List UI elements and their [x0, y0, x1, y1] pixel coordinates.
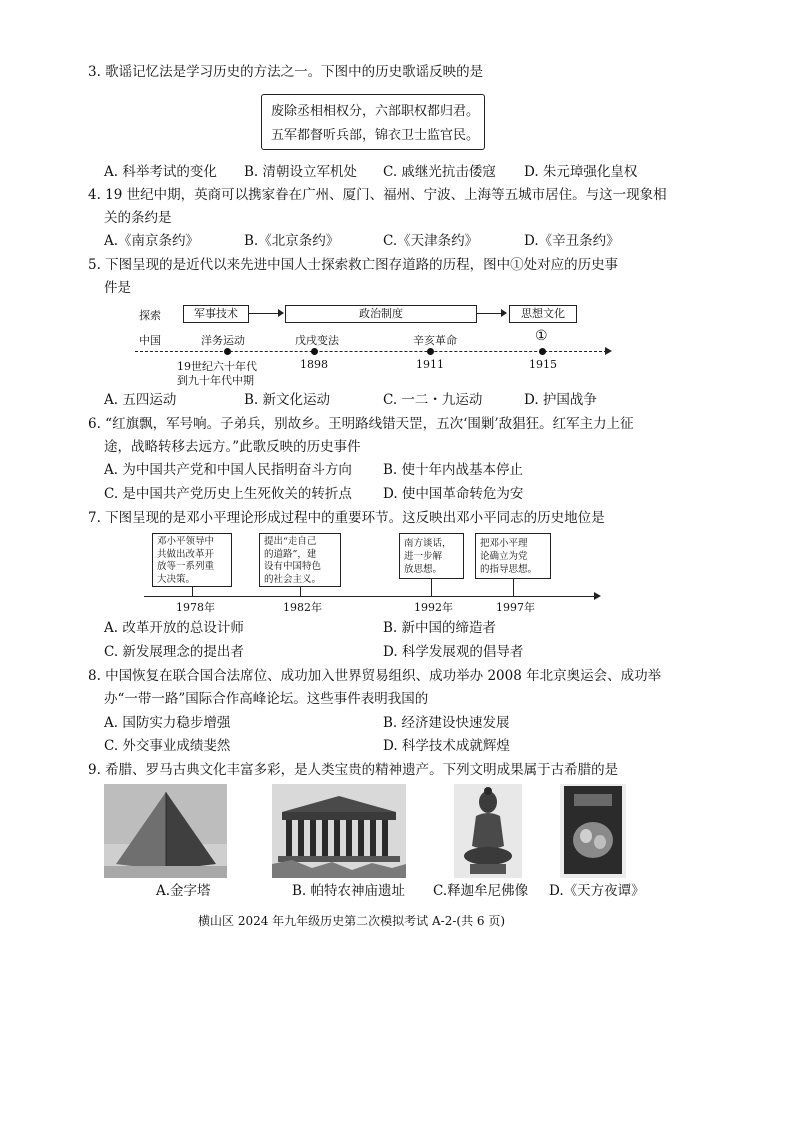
q9-caption-a[interactable]: A.金字塔 [156, 883, 211, 899]
buddha-statue-image[interactable] [454, 784, 522, 878]
q4-option-d[interactable]: D.《辛丑条约》 [524, 233, 620, 249]
q3-poem-box [261, 94, 485, 150]
q5-event-4: ① [535, 328, 548, 344]
q7-year-1982: 1982年 [283, 601, 322, 614]
q9-caption-d[interactable]: D.《天方夜谭》 [549, 883, 645, 899]
q7-box-1-line: 大决策。 [157, 573, 196, 585]
q8-option-b[interactable]: B. 经济建设快速发展 [383, 715, 510, 731]
q7-connector-3 [431, 579, 432, 596]
q5-option-a[interactable]: A. 五四运动 [104, 392, 177, 408]
q5-label-china: 中国 [139, 334, 161, 347]
q7-option-d[interactable]: D. 科学发展观的倡导者 [383, 644, 524, 660]
q4-option-b[interactable]: B.《北京条约》 [244, 233, 340, 249]
q5-stem-line-2: 件是 [104, 280, 131, 296]
q7-year-1978: 1978年 [176, 601, 215, 614]
q5-arrow-2 [476, 313, 504, 314]
q7-box-2-line: 的社会主义。 [264, 573, 322, 585]
q6-option-d[interactable]: D. 使中国革命转危为安 [383, 486, 524, 502]
q7-box-1978 [152, 533, 232, 587]
q5-arrowhead-1 [278, 309, 284, 317]
q8-option-c[interactable]: C. 外交事业成绩斐然 [104, 738, 231, 754]
q7-box-2-line: 设有中国特色 [264, 561, 322, 572]
q7-box-3-line: 南方谈话， [404, 538, 452, 549]
q7-box-1-line: 邓小平领导中 [157, 536, 215, 547]
q5-label-explore: 探索 [139, 309, 161, 322]
q8-stem-line-2: 办“一带一路”国际合作高峰论坛。这些事件表明我国的 [104, 691, 429, 707]
q7-box-4-line: 把邓小平理 [480, 538, 528, 549]
q3-stem: 3. 歌谣记忆法是学习历史的方法之一。下图中的历史歌谣反映的是 [88, 64, 484, 80]
q7-timeline [144, 596, 596, 597]
q5-dot-3 [427, 348, 434, 355]
pyramid-image[interactable] [104, 784, 227, 878]
q5-timeline-arrowhead [605, 347, 612, 355]
q7-year-1992: 1992年 [414, 601, 453, 614]
q7-timeline-arrowhead [594, 592, 601, 600]
q7-box-2-line: 的道路”，建 [264, 548, 317, 560]
q9-stem: 9. 希腊、罗马古典文化丰富多彩，是人类宝贵的精神遗产。下列文明成果属于古希腊的是 [88, 762, 619, 778]
q9-caption-c[interactable]: C.释迦牟尼佛像 [433, 883, 529, 899]
q7-box-1982 [259, 533, 341, 587]
q3-option-d[interactable]: D. 朱元璋强化皇权 [524, 164, 638, 180]
q5-time-2: 1898 [300, 358, 328, 371]
q5-time-1-line-2: 到九十年代中期 [177, 374, 254, 387]
q6-option-c[interactable]: C. 是中国共产党历史上生死攸关的转折点 [104, 486, 352, 502]
q5-stage-political: 政治制度 [285, 305, 477, 323]
q7-box-1-line: 共做出改革开 [157, 548, 215, 560]
q3-poem-line-1: 废除丞相相权分，六部职权都归君。 [271, 104, 480, 119]
q5-stem-line-1: 5. 下图呈现的是近代以来先进中国人士探索救亡图存道路的历程，图中①处对应的历史事 [88, 257, 619, 273]
q5-time-3: 1911 [416, 358, 444, 371]
q7-box-4-line: 论确立为党 [480, 551, 528, 562]
q7-box-4-line: 的指导思想。 [480, 564, 538, 575]
q7-box-1997 [475, 533, 551, 579]
q6-stem-line-2: 途，战略转移去远方。”此歌反映的历史事件 [104, 439, 361, 455]
q7-option-c[interactable]: C. 新发展理念的提出者 [104, 644, 244, 660]
q5-time-4: 1915 [529, 358, 557, 371]
q8-option-a[interactable]: A. 国防实力稳步增强 [104, 715, 231, 731]
q5-stage-military: 军事技术 [183, 305, 249, 323]
q8-option-d[interactable]: D. 科学技术成就辉煌 [383, 738, 510, 754]
book-cover-image[interactable] [560, 784, 626, 878]
q3-option-a[interactable]: A. 科举考试的变化 [104, 164, 217, 180]
q5-dot-4 [539, 348, 546, 355]
q5-arrowhead-2 [501, 309, 507, 317]
q5-dot-2 [311, 348, 318, 355]
q3-option-b[interactable]: B. 清朝设立军机处 [244, 164, 358, 180]
q5-stage-culture: 思想文化 [509, 305, 577, 323]
q4-option-a[interactable]: A.《南京条约》 [104, 233, 200, 249]
q7-option-b[interactable]: B. 新中国的缔造者 [383, 620, 497, 636]
q5-option-c[interactable]: C. 一二・九运动 [383, 392, 483, 408]
q7-box-1992 [399, 533, 464, 579]
q6-option-a[interactable]: A. 为中国共产党和中国人民指明奋斗方向 [104, 462, 352, 478]
q7-connector-1 [192, 587, 193, 596]
q4-stem-line-2: 关的条约是 [104, 210, 172, 226]
q5-option-b[interactable]: B. 新文化运动 [244, 392, 331, 408]
q5-event-3: 辛亥革命 [413, 334, 457, 347]
q7-box-3-line: 放思想。 [404, 564, 443, 575]
q7-diagram [140, 530, 610, 614]
q7-box-2-line: 提出“走自己 [264, 536, 317, 547]
q7-year-1997: 1997年 [496, 601, 535, 614]
q3-poem-line-2: 五军都督听兵部，锦衣卫士监官民。 [271, 128, 480, 143]
q7-box-3-line: 进一步解 [404, 551, 443, 562]
q8-stem-line-1: 8. 中国恢复在联合国合法席位、成功加入世界贸易组织、成功举办 2008 年北京奥运会、成功举 [88, 668, 662, 684]
q4-option-c[interactable]: C.《天津条约》 [383, 233, 479, 249]
page-footer: 横山区 2024 年九年级历史第二次模拟考试 A-2-(共 6 页) [198, 914, 506, 928]
q7-connector-2 [300, 587, 301, 596]
parthenon-image[interactable] [272, 784, 406, 878]
q5-timeline [135, 351, 607, 352]
q9-caption-b[interactable]: B. 帕特农神庙遗址 [292, 883, 406, 899]
q6-option-b[interactable]: B. 使十年内战基本停止 [383, 462, 524, 478]
q5-event-1: 洋务运动 [201, 334, 245, 347]
q3-option-c[interactable]: C. 戚继光抗击倭寇 [383, 164, 496, 180]
q4-stem-line-1: 4. 19 世纪中期，英商可以携家眷在广州、厦门、福州、宁波、上海等五城市居住。与这一现象相 [88, 187, 667, 203]
q5-arrow-1 [248, 313, 282, 314]
q6-stem-line-1: 6. “红旗飘，军号响。子弟兵，别故乡。王明路线错天罡，五次‘围剿’敌猖狂。红军主力上征 [88, 416, 634, 432]
q7-stem: 7. 下图呈现的是邓小平理论形成过程中的重要环节。这反映出邓小平同志的历史地位是 [88, 510, 605, 526]
q7-option-a[interactable]: A. 改革开放的总设计师 [104, 620, 244, 636]
q7-box-1-line: 放等一系列重 [157, 561, 215, 572]
q5-dot-1 [224, 348, 231, 355]
q5-time-1: 19世纪六十年代 [177, 360, 257, 373]
q5-option-d[interactable]: D. 护国战争 [524, 392, 597, 408]
q7-connector-4 [513, 579, 514, 596]
q5-event-2: 戊戌变法 [295, 334, 339, 347]
q5-diagram [135, 300, 615, 387]
